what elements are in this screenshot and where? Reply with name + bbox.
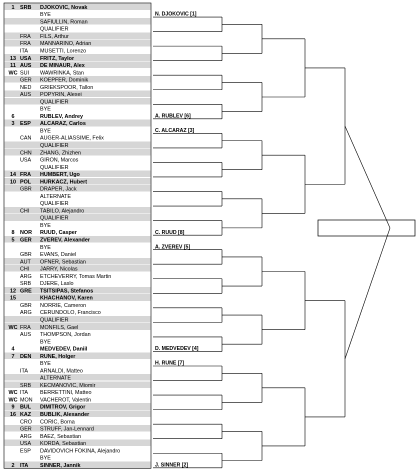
country-code: SRB	[20, 281, 32, 288]
player-name: MUSETTI, Lorenzo	[40, 48, 87, 55]
seed-label: WC	[8, 70, 18, 77]
draw-row	[5, 294, 151, 302]
player-name: JARRY, Nicolas	[40, 266, 78, 273]
draw-row	[20, 332, 91, 338]
row-shading	[5, 374, 151, 381]
player-name: ETCHEVERRY, Tomas Martin	[40, 273, 112, 280]
draw-row	[5, 120, 151, 128]
player-name: CERUNDOLO, Francisco	[40, 310, 101, 317]
country-code: FRA	[20, 41, 31, 48]
seed-label: 9	[11, 404, 15, 411]
player-name: QUALIFIER	[40, 317, 69, 324]
draw-row	[5, 265, 151, 273]
player-name: QUALIFIER	[40, 143, 69, 149]
draw-row	[5, 258, 151, 266]
draw-row	[20, 48, 86, 54]
draw-row	[12, 347, 88, 353]
player-name: HURKACZ, Hubert	[40, 179, 88, 186]
seed-label: 11	[10, 63, 16, 70]
country-code: ITA	[20, 390, 28, 397]
draw-row	[20, 419, 75, 425]
seed-label: 3	[11, 121, 15, 128]
draw-row	[40, 245, 51, 251]
player-name: BYE	[40, 361, 51, 368]
draw-row	[40, 456, 51, 462]
player-name: KORDA, Sebastian	[40, 441, 87, 448]
player-name: ZVEREV, Alexander	[40, 237, 90, 244]
player-name: STRUFF, Jan-Lennard	[40, 426, 94, 433]
draw-row	[5, 54, 151, 62]
draw-row	[20, 281, 74, 287]
r32-winner-label: C. RUUD [8]	[155, 229, 185, 236]
draw-row	[5, 178, 151, 186]
player-name: BYE	[40, 12, 51, 19]
country-code: NED	[20, 84, 32, 91]
country-code: USA	[20, 441, 32, 448]
player-name: CORIC, Borna	[40, 419, 75, 426]
country-code: CHN	[20, 150, 32, 157]
player-name: DAVIDOVICH FOKINA, Alejandro	[40, 448, 121, 455]
draw-row	[5, 214, 151, 222]
country-code: GER	[20, 426, 32, 433]
draw-row	[20, 85, 93, 91]
country-code: GBR	[20, 252, 32, 259]
country-code: POL	[20, 179, 32, 186]
draw-row	[5, 76, 151, 84]
round-of-32-column	[153, 12, 222, 469]
player-name: DJERE, Laslo	[40, 281, 74, 288]
draw-row	[40, 12, 51, 18]
player-name: DIMITROV, Grigor	[40, 404, 86, 411]
country-code: KAZ	[20, 411, 32, 418]
draw-row	[9, 70, 84, 76]
draw-row	[5, 149, 151, 157]
draw-row	[20, 303, 86, 309]
draw-row	[20, 136, 104, 142]
draw-row	[9, 390, 92, 396]
r32-winner-label: D. MEDVEDEV [4]	[155, 346, 199, 353]
draw-row	[12, 230, 78, 236]
country-code: ITA	[20, 48, 28, 55]
seed-label: WC	[8, 324, 18, 331]
player-name: BERRETTINI, Matteo	[40, 390, 92, 397]
draw-row	[9, 397, 92, 403]
player-name: ALCARAZ, Carlos	[40, 121, 86, 128]
country-code: ARG	[20, 310, 32, 317]
country-code: USA	[20, 157, 32, 164]
country-code: CRO	[20, 419, 32, 426]
draw-row	[40, 361, 51, 367]
draw-row	[5, 32, 151, 40]
country-code: CHI	[20, 266, 30, 273]
country-code: GBR	[20, 186, 32, 193]
r32-winner-label: J. SINNER [2]	[155, 462, 189, 469]
draw-row	[40, 128, 51, 134]
player-name: GIRON, Marcos	[40, 157, 79, 164]
country-code: ESP	[20, 121, 31, 128]
country-code: FRA	[20, 324, 31, 331]
draw-row	[5, 185, 151, 193]
seed-label: 7	[11, 353, 15, 360]
player-name: VACHEROT, Valentin	[40, 397, 92, 404]
player-name: WAWRINKA, Stan	[40, 70, 84, 77]
draw-row	[5, 461, 151, 469]
draw-row	[5, 410, 151, 418]
draw-row	[20, 310, 101, 316]
row-shading	[5, 141, 151, 148]
player-name: AUGER-ALIASSIME, Felix	[40, 135, 104, 142]
player-name: TABILO, Alejandro	[40, 208, 85, 215]
player-name: BYE	[40, 128, 51, 135]
r32-winner-label: A. RUBLEV [6]	[155, 113, 191, 120]
player-name: EVANS, Daniel	[40, 252, 77, 259]
draw-row	[5, 141, 151, 149]
bracket-lines	[222, 24, 415, 460]
draw-row	[5, 425, 151, 433]
draw-row	[40, 194, 71, 200]
player-name: QUALIFIER	[40, 164, 69, 171]
player-name: BYE	[40, 106, 51, 113]
seed-label: 1	[11, 4, 15, 11]
seed-label: 5	[11, 237, 15, 244]
draw-row	[5, 236, 151, 244]
player-name: MANNARINO, Adrian	[40, 41, 92, 48]
player-name: KHACHANOV, Karen	[40, 295, 93, 302]
player-name: BYE	[40, 339, 51, 346]
country-code: ITA	[20, 462, 29, 469]
seed-label: 15	[10, 295, 16, 302]
player-name: BYE	[40, 455, 51, 462]
draw-row	[5, 61, 151, 69]
country-code: GBR	[20, 302, 32, 309]
country-code: ARG	[20, 433, 32, 440]
draw-row	[40, 339, 51, 345]
row-shading	[5, 98, 151, 105]
draw-row	[20, 158, 79, 164]
draw-row	[40, 107, 51, 113]
country-code: CHI	[20, 208, 30, 215]
draw-row	[5, 287, 151, 295]
draw-row	[5, 207, 151, 215]
country-code: GRE	[20, 288, 32, 295]
country-code: SRB	[20, 382, 32, 389]
seed-label: 2	[11, 462, 15, 469]
draw-row	[40, 165, 69, 171]
country-code: FRA	[20, 33, 31, 40]
player-name: BYE	[40, 244, 51, 251]
country-code: GER	[20, 77, 32, 84]
draw-row	[5, 91, 151, 99]
draw-row	[5, 98, 151, 106]
country-code: CAN	[20, 135, 32, 142]
seed-label: WC	[8, 397, 18, 404]
draw-row	[5, 18, 151, 26]
r32-winner-label: H. RUNE [7]	[155, 360, 185, 367]
draw-row	[20, 252, 76, 258]
player-name: GRIEKSPOOR, Tallon	[40, 84, 94, 91]
country-code: USA	[20, 55, 32, 62]
row-shading	[5, 316, 151, 323]
seed-label: 12	[10, 288, 16, 295]
country-code: AUS	[20, 92, 32, 99]
draw-row	[20, 274, 111, 280]
country-code: NOR	[20, 230, 32, 237]
player-name: BAEZ, Sebastian	[40, 433, 82, 440]
country-code: FRA	[20, 172, 32, 179]
player-name: BYE	[40, 222, 51, 229]
seed-label: 10	[10, 179, 16, 186]
player-name: DRAPER, Jack	[40, 186, 77, 193]
player-name: NORRIE, Cameron	[40, 302, 87, 309]
seed-label: 13	[10, 55, 16, 62]
country-code: DEN	[20, 353, 32, 360]
country-code: AUS	[20, 332, 32, 339]
seed-label: 16	[10, 411, 16, 418]
draw-row	[5, 171, 151, 179]
country-code: ITA	[20, 368, 28, 375]
seed-label: 6	[11, 113, 15, 120]
champion-box	[318, 220, 415, 236]
player-name: QUALIFIER	[40, 201, 69, 208]
final-connector-top	[345, 126, 390, 228]
draw-row	[40, 27, 69, 33]
draw-row	[5, 40, 151, 48]
player-name: QUALIFIER	[40, 26, 69, 33]
country-code: GER	[20, 237, 32, 244]
draw-row	[40, 223, 51, 229]
player-name: MEDVEDEV, Daniil	[40, 346, 88, 353]
player-name: KECMANOVIC, Miomir	[40, 382, 96, 389]
seed-label: 4	[11, 346, 15, 353]
draw-row	[40, 201, 69, 207]
player-name: MONFILS, Gael	[40, 324, 79, 331]
country-code: SUI	[20, 70, 29, 77]
player-name: TSITSIPAS, Stefanos	[40, 288, 94, 295]
r32-winner-label: C. ALCARAZ [3]	[155, 128, 195, 135]
player-name: RUNE, Holger	[40, 353, 76, 360]
draw-row	[20, 434, 81, 440]
draw-row	[20, 448, 120, 454]
country-code: SRB	[20, 4, 32, 11]
seed-label: 8	[11, 230, 15, 237]
player-name: ALTERNATE	[40, 375, 71, 382]
draw-row	[5, 3, 151, 11]
player-name: QUALIFIER	[40, 215, 69, 222]
player-name: FRITZ, Taylor	[40, 55, 75, 62]
r32-winner-label: N. DJOKOVIC [1]	[155, 11, 197, 18]
player-name: DJOKOVIC, Novak	[40, 4, 88, 11]
seed-label: 14	[10, 172, 16, 179]
player-name: FILS, Arthur	[40, 33, 69, 40]
player-name: OFNER, Sebastian	[40, 259, 86, 266]
player-name: RUBLEV, Andrey	[40, 113, 84, 120]
player-name: BUBLIK, Alexander	[40, 411, 90, 418]
draw-row	[5, 381, 151, 389]
draw-row	[5, 352, 151, 360]
draw-row	[5, 374, 151, 382]
player-name: SAFIULLIN, Roman	[40, 19, 88, 26]
country-code: MON	[20, 397, 33, 404]
player-name: DE MINAUR, Alex	[40, 63, 85, 70]
draw-row	[20, 368, 83, 374]
final-connector-bottom	[345, 228, 390, 359]
r32-winner-label: A. ZVEREV [5]	[155, 244, 191, 251]
player-name: ARNALDI, Matteo	[40, 368, 83, 375]
player-name: POPYRIN, Alexei	[40, 92, 82, 99]
player-name: RUUD, Casper	[40, 230, 77, 237]
draw-row	[5, 403, 151, 411]
draw-row	[5, 440, 151, 448]
player-name: ZHANG, Zhizhen	[40, 150, 82, 157]
player-name: ALTERNATE	[40, 193, 71, 200]
draw-row	[12, 114, 84, 120]
player-name: KOEPFER, Dominik	[40, 77, 89, 84]
player-name: SINNER, Jannik	[40, 462, 81, 469]
player-name: THOMPSON, Jordan	[40, 332, 91, 339]
row-shading	[5, 214, 151, 221]
country-code: AUS	[20, 63, 32, 70]
country-code: ESP	[20, 448, 31, 455]
player-name: QUALIFIER	[40, 99, 69, 106]
country-code: ARG	[20, 273, 32, 280]
player-list	[4, 3, 151, 469]
country-code: BUL	[20, 404, 32, 411]
seed-label: WC	[8, 390, 18, 397]
draw-row	[5, 323, 151, 331]
country-code: AUT	[20, 259, 31, 266]
player-name: HUMBERT, Ugo	[40, 172, 80, 179]
draw-row	[5, 316, 151, 324]
